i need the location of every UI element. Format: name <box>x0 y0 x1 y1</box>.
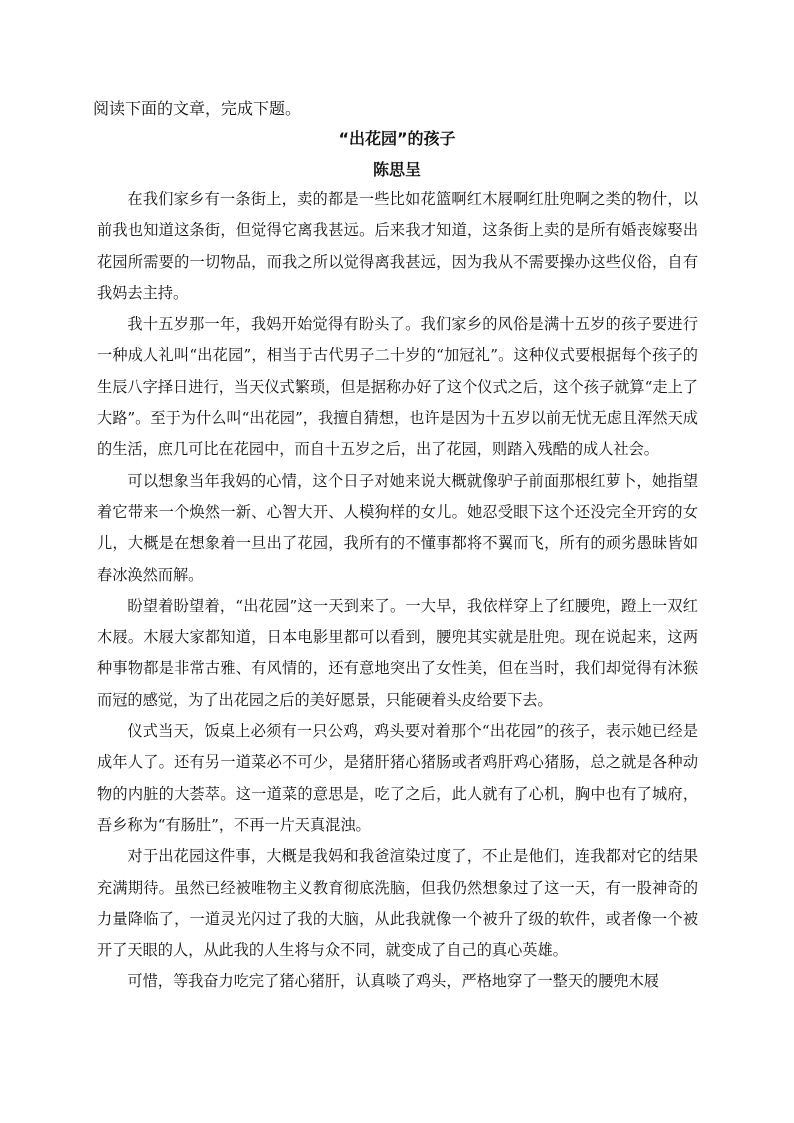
article-author: 陈思呈 <box>372 160 421 179</box>
paragraph: 可惜，等我奋力吃完了猪心猪肝，认真啖了鸡头，严格地穿了一整天的腰兜木屐 <box>127 972 659 991</box>
paragraph: 盼望着盼望着，“出花园”这一天到来了。一大早，我依样穿上了红腰兜，蹬上一双红木屐。木屐大家都知道，日本电影里都可以看到，腰兜其实就是肚兜。现在说起来，这两种事物都是非常古雅、有风情的，还有意地突出了女性美，但在当时，我们却觉得有沐猴而冠的感觉，为了出花园之后的美好愿景，只能硬着头皮给要下去。 <box>97 596 698 709</box>
paragraph: 在我们家乡有一条街上，卖的都是一些比如花篮啊红木屐啊红肚兜啊之类的物什，以前我也知道这条街，但觉得它离我甚远。后来我才知道，这条街上卖的是所有婚丧嫁娶出花园所需要的一切物品，而我之所以觉得离我甚远，因为我从不需要操办这些仪俗，自有我妈去主持。 <box>97 190 698 302</box>
paragraph: 仪式当天，饭桌上必须有一只公鸡，鸡头要对着那个“出花园”的孩子，表示她已经是成年人了。还有另一道菜必不可少，是猪肝猪心猪肠或者鸡肝鸡心猪肠，总之就是各种动物的内脏的大荟萃。这一道菜的意思是，吃了之后，此人就有了心机，胸中也有了城府，吾乡称为“有肠肚”，不再一片天真混浊。 <box>97 722 698 834</box>
article-title: “出花园”的孩子 <box>338 129 456 148</box>
paragraph: 我十五岁那一年，我妈开始觉得有盼头了。我们家乡的风俗是满十五岁的孩子要进行一种成人礼叫“出花园”，相当于古代男子二十岁的“加冠礼”。这种仪式要根据每个孩子的生辰八字择日进行，当天仪式繁琐，但是据称办好了这个仪式之后，这个孩子就算“走上了大路”。至于为什么叫“出花园”，我擅自猜想，也许是因为十五岁以前无忧无虑且浑然天成的生活，庶几可比在花园中，而自十五岁之后，出了花园，则踏入残酷的成人社会。 <box>97 315 698 459</box>
question-instruction: 阅读下面的文章，完成下题。 <box>93 99 302 118</box>
paragraph: 对于出花园这件事，大概是我妈和我爸渲染过度了，不止是他们，连我都对它的结果充满期待。虽然已经被唯物主义教育彻底洗脑，但我仍然想象过了这一天，有一股神奇的力量降临了，一道灵光闪过了我的大脑，从此我就像一个被升了级的软件，或者像一个被开了天眼的人，从此我的人生将与众不同，就变成了自己的真心英雄。 <box>97 847 698 960</box>
article-body <box>97 184 698 998</box>
paragraph: 可以想象当年我妈的心情，这个日子对她来说大概就像驴子前面那根红萝卜，她指望着它带来一个焕然一新、心智大开、人模狗样的女儿。她忍受眼下这个还没完全开窍的女儿，大概是在想象着一旦出了花园，我所有的不懂事都将不翼而飞，所有的顽劣愚昧皆如春冰涣然而解。 <box>97 471 698 584</box>
